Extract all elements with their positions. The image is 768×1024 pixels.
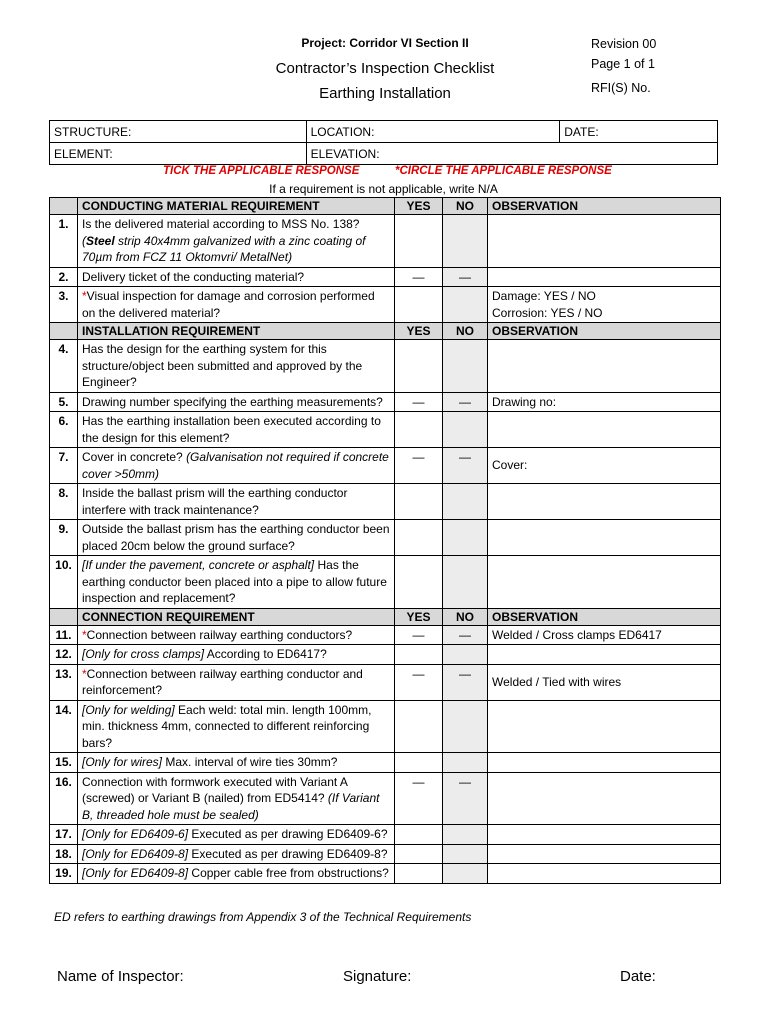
section-header-connection — [50, 608, 721, 625]
item-text: [Only for ED6409-8] Copper cable free from obstructions? — [78, 864, 395, 884]
yes-cell[interactable] — [395, 287, 443, 323]
no-cell[interactable] — [443, 753, 488, 773]
no-cell[interactable]: — — [443, 392, 488, 412]
observation-cell[interactable] — [488, 340, 721, 393]
no-cell[interactable]: — — [443, 267, 488, 287]
item-number: 15. — [50, 753, 78, 773]
table-row — [50, 753, 721, 773]
table-row — [50, 215, 721, 268]
observation-cell[interactable] — [488, 645, 721, 665]
location-field[interactable]: LOCATION: — [306, 121, 560, 143]
yes-cell[interactable] — [395, 484, 443, 520]
yes-cell[interactable] — [395, 844, 443, 864]
item-text: Connection with formwork executed with Variant A (screwed) or Variant B (nailed) from ED5414? (If Variant B, threaded hole must be sealed) — [78, 772, 395, 825]
item-number: 10. — [50, 556, 78, 609]
yes-cell[interactable] — [395, 340, 443, 393]
no-cell[interactable] — [443, 825, 488, 845]
observation-header: OBSERVATION — [488, 323, 721, 340]
observation-cell[interactable]: Welded / Cross clamps ED6417 — [488, 625, 721, 645]
yes-cell[interactable] — [395, 825, 443, 845]
item-text: Cover in concrete? (Galvanisation not required if concrete cover >50mm) — [78, 448, 395, 484]
circle-instruction: *CIRCLE THE APPLICABLE RESPONSE — [395, 165, 612, 177]
no-cell[interactable] — [443, 700, 488, 753]
structure-field[interactable]: STRUCTURE: — [50, 121, 307, 143]
no-cell[interactable] — [443, 645, 488, 665]
table-row — [50, 448, 721, 484]
yes-cell[interactable] — [395, 412, 443, 448]
table-row — [50, 392, 721, 412]
yes-cell[interactable]: — — [395, 267, 443, 287]
yes-header: YES — [395, 198, 443, 215]
no-cell[interactable] — [443, 864, 488, 884]
item-text: Outside the ballast prism has the earthing conductor been placed 20cm below the ground surface? — [78, 520, 395, 556]
damage-option[interactable]: Damage: YES / NO — [492, 289, 596, 303]
item-number: 4. — [50, 340, 78, 393]
no-cell[interactable] — [443, 287, 488, 323]
element-field[interactable]: ELEMENT: — [50, 143, 307, 165]
no-cell[interactable] — [443, 215, 488, 268]
table-row — [50, 412, 721, 448]
item-text: Has the earthing installation been executed according to the design for this element? — [78, 412, 395, 448]
yes-cell[interactable]: — — [395, 625, 443, 645]
item-text: *Visual inspection for damage and corrosion performed on the delivered material? — [78, 287, 395, 323]
item-number: 8. — [50, 484, 78, 520]
observation-cell[interactable] — [488, 484, 721, 520]
item-number: 13. — [50, 664, 78, 700]
table-row — [50, 645, 721, 665]
signature-label: Signature: — [343, 968, 412, 985]
table-row — [50, 625, 721, 645]
item-number: 17. — [50, 825, 78, 845]
no-header: NO — [443, 323, 488, 340]
table-row — [50, 287, 721, 323]
project-name: Project: Corridor VI Section II — [301, 36, 469, 50]
item-number: 2. — [50, 267, 78, 287]
yes-cell[interactable]: — — [395, 448, 443, 484]
yes-cell[interactable] — [395, 700, 443, 753]
table-row — [50, 700, 721, 753]
elevation-field[interactable]: ELEVATION: — [306, 143, 717, 165]
rfi-label: RFI(S) No. — [591, 81, 651, 95]
page-subtitle: Earthing Installation — [319, 85, 451, 102]
no-cell[interactable]: — — [443, 625, 488, 645]
inspector-name-label: Name of Inspector: — [57, 968, 184, 985]
yes-header: YES — [395, 323, 443, 340]
table-row — [50, 556, 721, 609]
table-row — [50, 864, 721, 884]
section-title: CONDUCTING MATERIAL REQUIREMENT — [78, 198, 395, 215]
table-row — [50, 340, 721, 393]
no-cell[interactable]: — — [443, 664, 488, 700]
observation-cell[interactable] — [488, 267, 721, 287]
item-number: 6. — [50, 412, 78, 448]
item-text: Is the delivered material according to MSS No. 138? (Steel strip 40x4mm galvanized with a zinc coating of 70µm from FCZ 11 Oktomvri/ MetalNet) — [78, 215, 395, 268]
item-text: Drawing number specifying the earthing measurements? — [78, 392, 395, 412]
no-cell[interactable] — [443, 844, 488, 864]
no-cell[interactable] — [443, 340, 488, 393]
item-number: 18. — [50, 844, 78, 864]
yes-header: YES — [395, 608, 443, 625]
footer-date-label: Date: — [620, 968, 656, 985]
item-number: 14. — [50, 700, 78, 753]
item-number: 3. — [50, 287, 78, 323]
no-header: NO — [443, 198, 488, 215]
table-row — [50, 520, 721, 556]
item-number: 19. — [50, 864, 78, 884]
checklist-table — [49, 197, 721, 884]
item-text: Delivery ticket of the conducting material? — [78, 267, 395, 287]
table-row — [50, 664, 721, 700]
yes-cell[interactable] — [395, 864, 443, 884]
table-row — [50, 844, 721, 864]
footnote: ED refers to earthing drawings from Appendix 3 of the Technical Requirements — [54, 910, 472, 924]
table-row — [50, 772, 721, 825]
item-number: 12. — [50, 645, 78, 665]
item-text: [Only for wires] Max. interval of wire ties 30mm? — [78, 753, 395, 773]
na-instruction: If a requirement is not applicable, write N/A — [269, 182, 498, 196]
yes-cell[interactable] — [395, 645, 443, 665]
item-number: 11. — [50, 625, 78, 645]
yes-cell[interactable] — [395, 753, 443, 773]
no-cell[interactable] — [443, 556, 488, 609]
item-text: [If under the pavement, concrete or asphalt] Has the earthing conductor been placed into a pipe to allow future inspection and replacement? — [78, 556, 395, 609]
section-title: INSTALLATION REQUIREMENT — [78, 323, 395, 340]
observation-cell[interactable] — [488, 215, 721, 268]
observation-cell[interactable] — [488, 753, 721, 773]
tick-instruction: TICK THE APPLICABLE RESPONSE — [163, 165, 360, 177]
revision-label: Revision 00 — [591, 37, 657, 51]
observation-cell[interactable] — [488, 825, 721, 845]
item-text: Inside the ballast prism will the earthing conductor interfere with track maintenance? — [78, 484, 395, 520]
item-number: 1. — [50, 215, 78, 268]
table-row — [50, 825, 721, 845]
observation-cell[interactable]: Cover: — [488, 448, 721, 484]
item-text: [Only for ED6409-8] Executed as per drawing ED6409-8? — [78, 844, 395, 864]
yes-cell[interactable] — [395, 215, 443, 268]
yes-cell[interactable] — [395, 520, 443, 556]
section-header-conducting — [50, 198, 721, 215]
yes-cell[interactable]: — — [395, 392, 443, 412]
table-row — [50, 484, 721, 520]
item-text: Has the design for the earthing system for this structure/object been submitted and approved by the Engineer? — [78, 340, 395, 393]
observation-cell[interactable]: Drawing no: — [488, 392, 721, 412]
no-cell[interactable]: — — [443, 448, 488, 484]
item-number: 9. — [50, 520, 78, 556]
observation-cell[interactable] — [488, 412, 721, 448]
section-header-installation — [50, 323, 721, 340]
no-cell[interactable] — [443, 520, 488, 556]
yes-cell[interactable]: — — [395, 772, 443, 825]
yes-cell[interactable] — [395, 556, 443, 609]
corrosion-option[interactable]: Corrosion: YES / NO — [492, 305, 603, 320]
item-number: 16. — [50, 772, 78, 825]
observation-cell[interactable] — [488, 864, 721, 884]
item-text: [Only for welding] Each weld: total min. length 100mm, min. thickness 4mm, connected to different reinforcing bars? — [78, 700, 395, 753]
item-text: [Only for cross clamps] According to ED6417? — [78, 645, 395, 665]
section-title: CONNECTION REQUIREMENT — [78, 608, 395, 625]
no-cell[interactable] — [443, 412, 488, 448]
page-title: Contractor’s Inspection Checklist — [275, 60, 495, 77]
no-cell[interactable] — [443, 484, 488, 520]
observation-cell[interactable] — [488, 556, 721, 609]
no-header: NO — [443, 608, 488, 625]
no-cell[interactable]: — — [443, 772, 488, 825]
table-row — [50, 267, 721, 287]
item-text: *Connection between railway earthing conductor and reinforcement? — [78, 664, 395, 700]
observation-cell[interactable] — [488, 520, 721, 556]
observation-cell[interactable] — [488, 772, 721, 825]
observation-cell[interactable]: Welded / Tied with wires — [488, 664, 721, 700]
observation-cell[interactable] — [488, 844, 721, 864]
item-text: *Connection between railway earthing conductors? — [78, 625, 395, 645]
item-number: 7. — [50, 448, 78, 484]
page-number: Page 1 of 1 — [591, 57, 655, 71]
item-text: [Only for ED6409-6] Executed as per drawing ED6409-6? — [78, 825, 395, 845]
observation-cell[interactable] — [488, 287, 721, 323]
yes-cell[interactable]: — — [395, 664, 443, 700]
date-field[interactable]: DATE: — [560, 121, 718, 143]
observation-header: OBSERVATION — [488, 198, 721, 215]
item-number: 5. — [50, 392, 78, 412]
observation-header: OBSERVATION — [488, 608, 721, 625]
info-table — [49, 120, 718, 165]
observation-cell[interactable] — [488, 700, 721, 753]
